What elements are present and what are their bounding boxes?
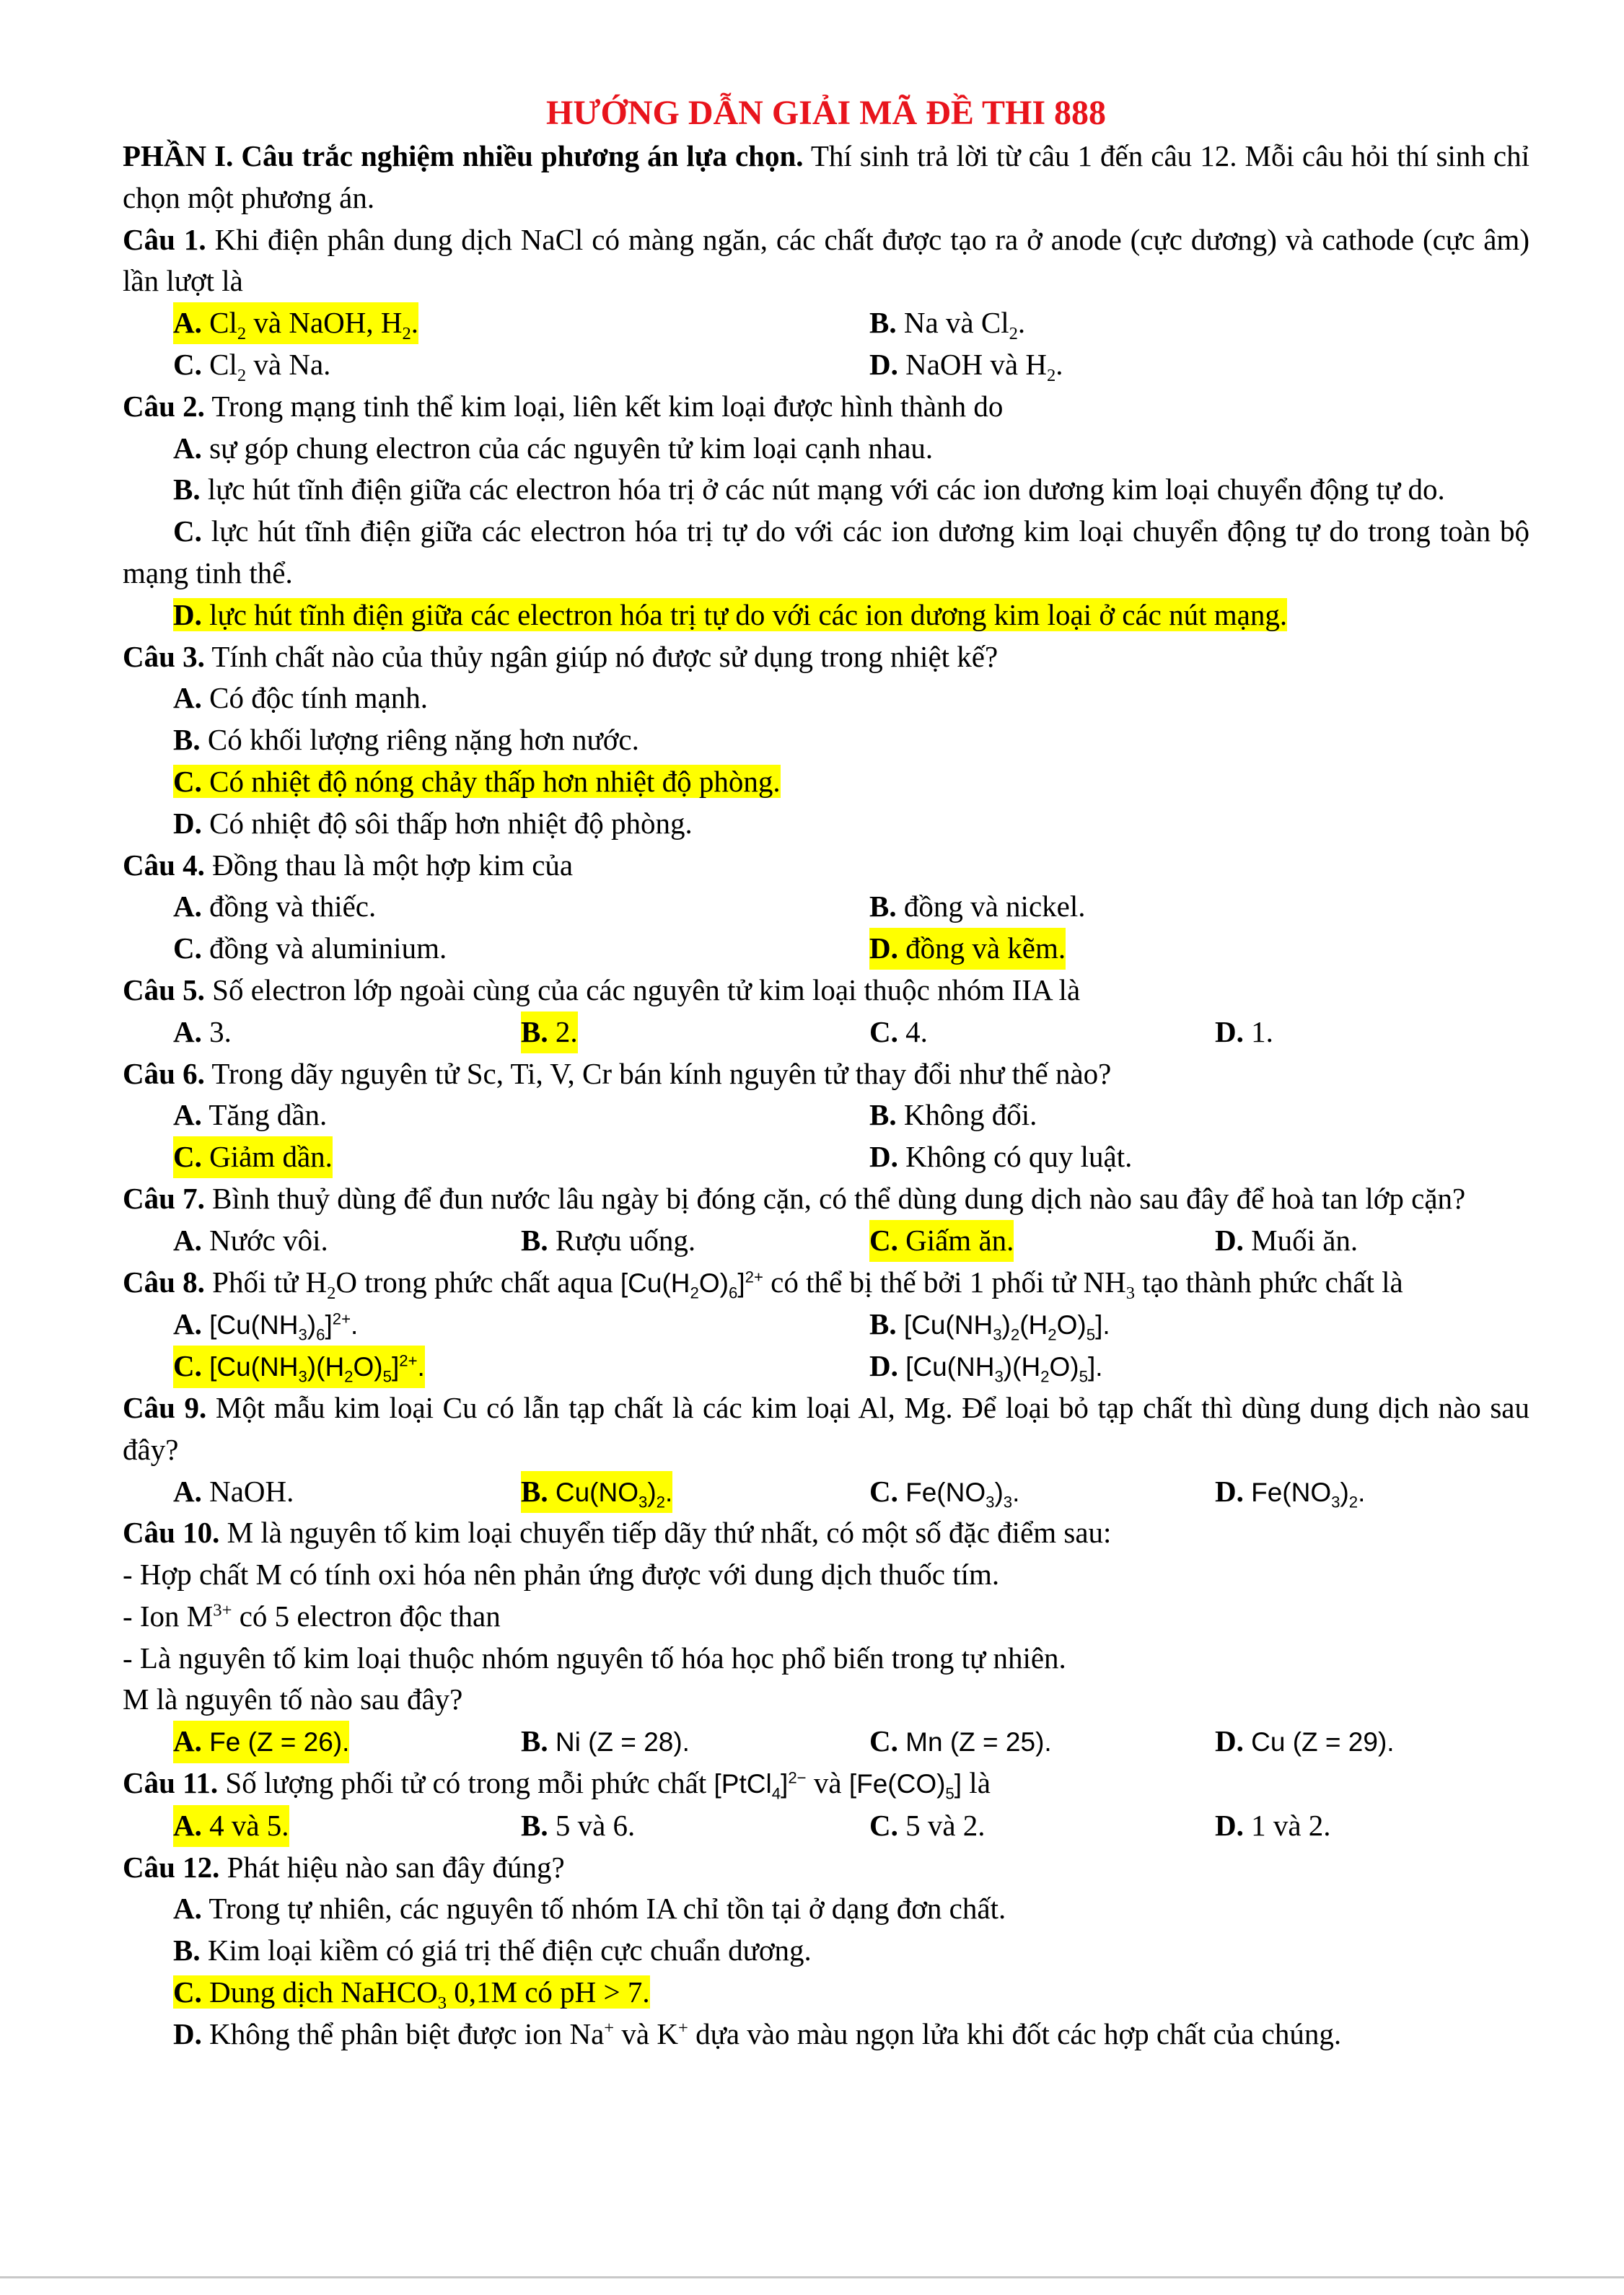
q6-options-row-2 (123, 1136, 1529, 1178)
q5-option-c: C. 4. (869, 1014, 928, 1048)
q10-option-b: B. Ni (Z = 28). (521, 1724, 690, 1758)
q10-option-c: C. Mn (Z = 25). (869, 1724, 1052, 1758)
question-label: Câu 7. (123, 1181, 205, 1215)
q5-options-row (123, 1012, 1529, 1053)
question-label: Câu 2. (123, 389, 205, 423)
q3-option-b: B. Có khối lượng riêng nặng hơn nước. (173, 723, 639, 757)
q10-option-d: D. Cu (Z = 29). (1215, 1724, 1395, 1758)
q4-option-a: A. đồng và thiếc. (173, 890, 377, 923)
q11-option-b: B. 5 và 6. (521, 1808, 636, 1842)
q4-options-row-2 (123, 928, 1529, 970)
q7-option-b: B. Rượu uống. (521, 1223, 696, 1257)
question-5 (123, 970, 1529, 1012)
q10-option-a: A. Fe (Z = 26). (173, 1721, 349, 1763)
question-label: Câu 1. (123, 222, 206, 256)
question-label: Câu 4. (123, 848, 205, 882)
q7-option-a: A. Nước vôi. (173, 1223, 328, 1257)
q5-option-b: B. 2. (521, 1012, 578, 1053)
q2-option-b: B. lực hút tĩnh điện giữa các electron hóa trị ở các nút mạng với các ion dương kim loại chuyển động tự do. (173, 473, 1445, 506)
q2-option-a: A. sự góp chung electron của các nguyên tử kim loại cạnh nhau. (173, 431, 934, 465)
q5-option-a: A. 3. (173, 1014, 232, 1048)
q6-option-a: A. Tăng dần. (173, 1098, 328, 1132)
q6-option-c: C. Giảm dần. (173, 1136, 333, 1178)
q2-option-c: C. lực hút tĩnh điện giữa các electron hóa trị tự do với các ion dương kim loại chuyển động tự do trong toàn bộ mạng tinh thể. (123, 514, 1529, 589)
q3-option-a: A. Có độc tính mạnh. (173, 681, 429, 715)
question-stem: Phát hiệu nào san đây đúng? (219, 1850, 565, 1884)
question-stem: Một mẫu kim loại Cu có lẫn tạp chất là các kim loại Al, Mg. Để loại bỏ tạp chất thì dùng dung dịch nào sau đây? (123, 1390, 1529, 1466)
q2-option-d: D. lực hút tĩnh điện giữa các electron hóa trị tự do với các ion dương kim loại ở các nút mạng. (173, 597, 1288, 631)
q7-option-c: C. Giấm ăn. (869, 1220, 1014, 1262)
q4-option-b: B. đồng và nickel. (869, 890, 1086, 923)
question-4 (123, 845, 1529, 887)
q4-option-d: D. đồng và kẽm. (869, 928, 1066, 970)
question-9 (123, 1387, 1529, 1471)
q6-option-b: B. Không đổi. (869, 1098, 1037, 1132)
part-heading: PHẦN I. Câu trắc nghiệm nhiều phương án lựa chọn. (123, 139, 804, 172)
question-label: Câu 5. (123, 973, 205, 1006)
question-6 (123, 1053, 1529, 1095)
q10-feature-3: - Là nguyên tố kim loại thuộc nhóm nguyên tố hóa học phổ biến trong tự nhiên. (123, 1641, 1066, 1675)
q11-options-row (123, 1805, 1529, 1847)
question-label: Câu 10. (123, 1516, 220, 1550)
answer-sheet (123, 92, 1529, 2055)
part-instruction: Thí sinh trả lời từ câu 1 đến câu 12. Mỗi câu hỏi thí sinh chỉ chọn một phương án. (123, 139, 1530, 214)
question-1 (123, 219, 1529, 303)
q4-option-c: C. đồng và aluminium. (173, 931, 447, 965)
q11-option-a: A. 4 và 5. (173, 1805, 289, 1847)
q1-option-a: A. $Cl_2$ và NaOH, $H_2$. (173, 302, 418, 344)
q7-option-d: D. Muối ăn. (1215, 1223, 1359, 1257)
q12-option-b: B. Kim loại kiềm có giá trị thế điện cực chuẩn dương. (173, 1934, 812, 1967)
q6-option-d: D. Không có quy luật. (869, 1140, 1133, 1174)
question-stem: Bình thuỷ dùng để đun nước lâu ngày bị đóng cặn, có thể dùng dung dịch nào sau đây để hoà tan lớp cặn? (204, 1181, 1466, 1215)
q11-option-c: C. 5 và 2. (869, 1808, 986, 1842)
q3-option-d: D. Có nhiệt độ sôi thấp hơn nhiệt độ phòng. (173, 806, 693, 840)
q10-options-row (123, 1721, 1529, 1763)
q8-option-b: B. $[Cu(NH_3)_2(H_2O)_5]$. (869, 1307, 1110, 1344)
q10-feature-1: - Hợp chất M có tính oxi hóa nên phản ứng được với dung dịch thuốc tím. (123, 1558, 1000, 1592)
q11-option-d: D. 1 và 2. (1215, 1808, 1331, 1842)
question-label: Câu 3. (123, 639, 205, 673)
question-12 (123, 1847, 1529, 1889)
q5-option-d: D. 1. (1215, 1014, 1273, 1048)
q9-option-c: C. $Fe(NO_3)_3$. (869, 1474, 1020, 1511)
q8-options-row-2 (123, 1346, 1529, 1387)
q8-option-a: A. $[Cu(NH_3)_6]^{2+}$. (173, 1307, 359, 1344)
question-7 (123, 1178, 1529, 1220)
question-10 (123, 1512, 1529, 1554)
q7-options-row (123, 1220, 1529, 1262)
q1-option-c: C. $Cl_2$ và Na. (173, 347, 331, 386)
question-stem: M là nguyên tố kim loại chuyển tiếp dãy thứ nhất, có một số đặc điểm sau: (219, 1516, 1112, 1550)
q9-options-row (123, 1471, 1529, 1513)
page-bottom-rule (0, 2276, 1624, 2278)
question-stem: Số electron lớp ngoài cùng của các nguyên tử kim loại thuộc nhóm IIA là (204, 973, 1081, 1006)
q9-option-a: A. NaOH. (173, 1474, 294, 1508)
question-8: Câu 8. Phối tử $H_2O$ trong phức chất aqua $[Cu(H_2O)_6]^{2+}$ có thể bị thế bởi 1 phối tử $NH_3$ tạo thành phức chất là (123, 1265, 1403, 1303)
q1-option-b: B. Na và $Cl_2$. (869, 306, 1026, 344)
question-stem: Trong dãy nguyên tử Sc, Ti, V, Cr bán kính nguyên tử thay đổi như thế nào? (204, 1056, 1112, 1090)
q6-options-row-1 (123, 1094, 1529, 1136)
document-title: HƯỚNG DẪN GIẢI MÃ ĐỀ THI 888 (545, 94, 1107, 132)
question-3 (123, 636, 1529, 678)
question-stem: Khi điện phân dung dịch NaCl có màng ngăn, các chất được tạo ra ở anode (cực dương) và cathode (cực âm) lần lượt là (123, 222, 1529, 298)
question-label: Câu 9. (123, 1390, 207, 1424)
question-2 (123, 386, 1529, 428)
q12-option-d: D. Không thể phân biệt được ion Na+ và K+ dựa vào màu ngọn lửa khi đốt các hợp chất của chúng. (173, 2017, 1342, 2050)
q1-option-d: D. NaOH và $H_2$. (869, 347, 1063, 386)
q1-options-row-1 (123, 302, 1529, 344)
question-stem: Đồng thau là một hợp kim của (204, 848, 574, 882)
q8-options-row-1 (123, 1304, 1529, 1346)
question-label: Câu 8. (123, 1265, 205, 1299)
q12-option-c: C. Dung dịch NaHCO$_3$ 0,1M có pH > 7. (173, 1975, 650, 2014)
q10-question: M là nguyên tố nào sau đây? (123, 1682, 463, 1716)
q10-feature-2: - Ion $M^{3+}$ có 5 electron độc than (123, 1599, 501, 1633)
q8-option-d: D. $[Cu(NH_3)(H_2O)_5]$. (869, 1349, 1103, 1386)
q12-option-a: A. Trong tự nhiên, các nguyên tố nhóm IA chỉ tồn tại ở dạng đơn chất. (173, 1892, 1006, 1926)
q1-options-row-2 (123, 344, 1529, 386)
q9-option-d: D. $Fe(NO_3)_2$. (1215, 1474, 1366, 1511)
q3-option-c: C. Có nhiệt độ nóng chảy thấp hơn nhiệt độ phòng. (173, 764, 781, 798)
question-stem: Tính chất nào của thủy ngân giúp nó được sử dụng trong nhiệt kế? (204, 639, 998, 673)
question-label: Câu 11. (123, 1766, 219, 1800)
q8-option-c: C. $[Cu(NH_3)(H_2O)_5]^{2+}$. (173, 1346, 425, 1388)
q4-options-row-1 (123, 886, 1529, 928)
question-label: Câu 6. (123, 1056, 205, 1090)
part-one-instructions (123, 136, 1529, 219)
question-stem: Trong mạng tinh thể kim loại, liên kết kim loại được hình thành do (204, 389, 1004, 423)
question-11: Câu 11. Số lượng phối tử có trong mỗi phức chất [PtCl$_4$]$^{2-}$ và $[Fe(CO)_5]$ là (123, 1766, 991, 1803)
q9-option-b: B. $Cu(NO_3)_2$. (521, 1471, 672, 1514)
question-label: Câu 12. (123, 1850, 220, 1884)
